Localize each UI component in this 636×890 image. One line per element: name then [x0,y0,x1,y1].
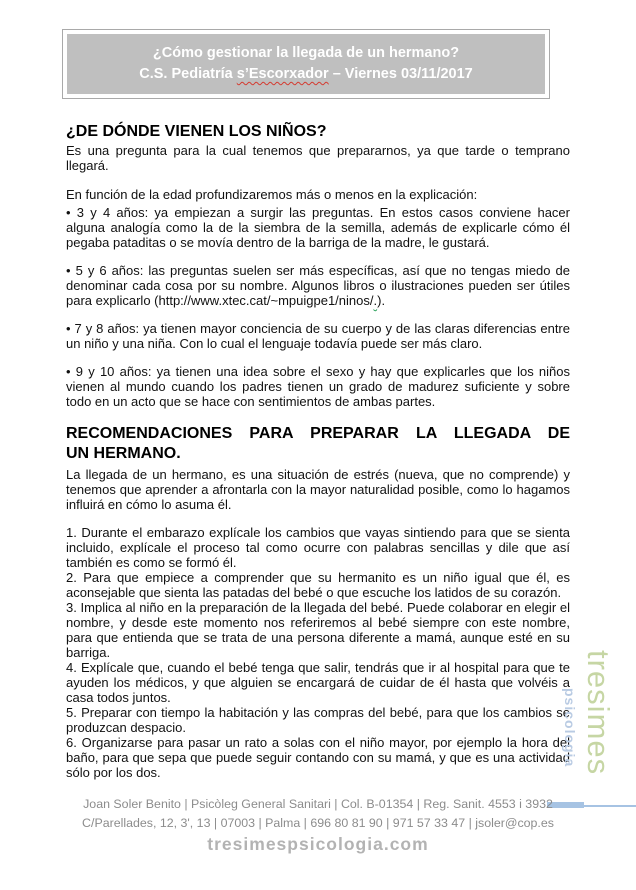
resource-url-link[interactable]: http://www.xtec.cat/~mpuigpe1/ninos/ [158,293,374,308]
blank-line [66,512,570,525]
recommendation-item-6: 6. Organizarse para pasar un rato a solas con el niño mayor, por ejemplo la hora del baño, para que sepa que puede seguir contando con su mamá, y que es una actividad sólo por los dos. [66,735,570,780]
header-banner-frame [62,29,550,99]
recomendaciones-intro-paragraph: La llegada de un hermano, es una situación de estrés (nueva, que no comprende) y tenemos que aprender a afrontarla con la mayor naturalidad posible, como lo hagamos influirá en cómo lo asuma él. [66,467,570,512]
recommendation-item-2: 2. Para que empiece a comprender que su hermanito es un niño igual que él, es aconsejable que sienta las patadas del bebé o que escuche los latidos de su corazón. [66,570,570,600]
bullet-ages-9-10: • 9 y 10 años: ya tienen una idea sobre el sexo y hay que explicarles que los niños vienen al mundo cuando los padres tienen un grado de madurez suficiente y sobre todo en un acto que se hace con sentimientos de ambas partes. [66,364,570,409]
footer [0,795,636,854]
recomendaciones-heading-line2: UN HERMANO. [66,445,181,462]
header-banner [67,34,545,94]
section-recomendaciones [66,424,570,780]
origen-intro-paragraph: Es una pregunta para la cual tenemos que prepararnos, ya que tarde o temprano llegará. [66,143,570,173]
footer-contact-line: C/Parellades, 12, 3', 13 | 07003 | Palma | 696 80 81 90 | 971 57 33 47 | jsoler@cop.es [82,816,554,830]
brand-watermark-psicologia: psicologia [562,688,578,768]
bullet-ages-7-8: • 7 y 8 años: ya tienen mayor conciencia de su cuerpo y de las claras diferencias entre un niño y una niña. Con lo cual el lenguaje todavía puede ser más claro. [66,321,570,351]
bullet-5-6-text: • 5 y 6 años: las preguntas suelen ser más específicas, así que no tengas miedo de denominar cada cosa por su nombre. Algunos libros o ilustraciones pueden ser útiles para explicarlo ( [66,263,570,308]
bullet-5-6-closing: ). [377,293,386,308]
subtitle-spellcheck-word: s’Escorxador [236,66,329,82]
section-recomendaciones-heading [66,424,570,464]
recommendation-item-3: 3. Implica al niño en la preparación de la llegada del bebé. Puede colaborar en elegir el nombre, y desde este momento nos referiremos al bebé siempre con este nombre, para que entienda que se trata de una persona diferente a mamá, aunque esté en su barriga. [66,600,570,660]
section-origen-heading: ¿DE DÓNDE VIENEN LOS NIÑOS? [66,123,327,140]
recomendaciones-heading-line1: RECOMENDACIONES PARA PREPARAR LA LLEGADA DE [66,425,570,442]
age-note-paragraph: En función de la edad profundizaremos más o menos en la explicación: [66,187,478,202]
document-subtitle [67,64,545,85]
brand-watermark-tresimes: tresimes [581,650,616,776]
bullet-ages-3-4: • 3 y 4 años: ya empiezan a surgir las preguntas. En estos casos conviene hacer alguna analogía como la de la siembra de la semilla, además de explicarle cómo él pegaba pataditas o se movía dentro de la barriga de la madre, le gustará. [66,205,570,250]
subtitle-center-name: C.S. Pediatría [139,66,237,82]
recommendation-item-4: 4. Explícale que, cuando el bebé tenga que salir, tendrás que ir al hospital para que te ayuden los médicos, y que alguien se encargará de cuidar de él hasta que volvéis a casa todos juntos. [66,660,570,705]
url-spellcheck-mark: . [373,293,378,308]
recommendation-item-5: 5. Preparar con tiempo la habitación y las compras del bebé, para que los cambios se produzcan despacio. [66,705,570,735]
recommendation-item-1: 1. Durante el embarazo explícale los cambios que vayas sintiendo para que se sienta incluido, explícale el proceso tal como ocurre con palabras sencillas y dile que así también es como se formó él. [66,525,570,570]
bullet-ages-5-6 [66,263,570,308]
footer-credentials-line: Joan Soler Benito | Psicòleg General Sanitari | Col. B-01354 | Reg. Sanit. 4553 i 3932 [83,797,553,811]
subtitle-date: – Viernes 03/11/2017 [328,66,473,82]
document-title: ¿Cómo gestionar la llegada de un hermano? [152,45,460,61]
blank-line [66,173,570,187]
footer-website[interactable]: tresimespsicologia.com [207,834,429,854]
section-origen [66,122,570,409]
